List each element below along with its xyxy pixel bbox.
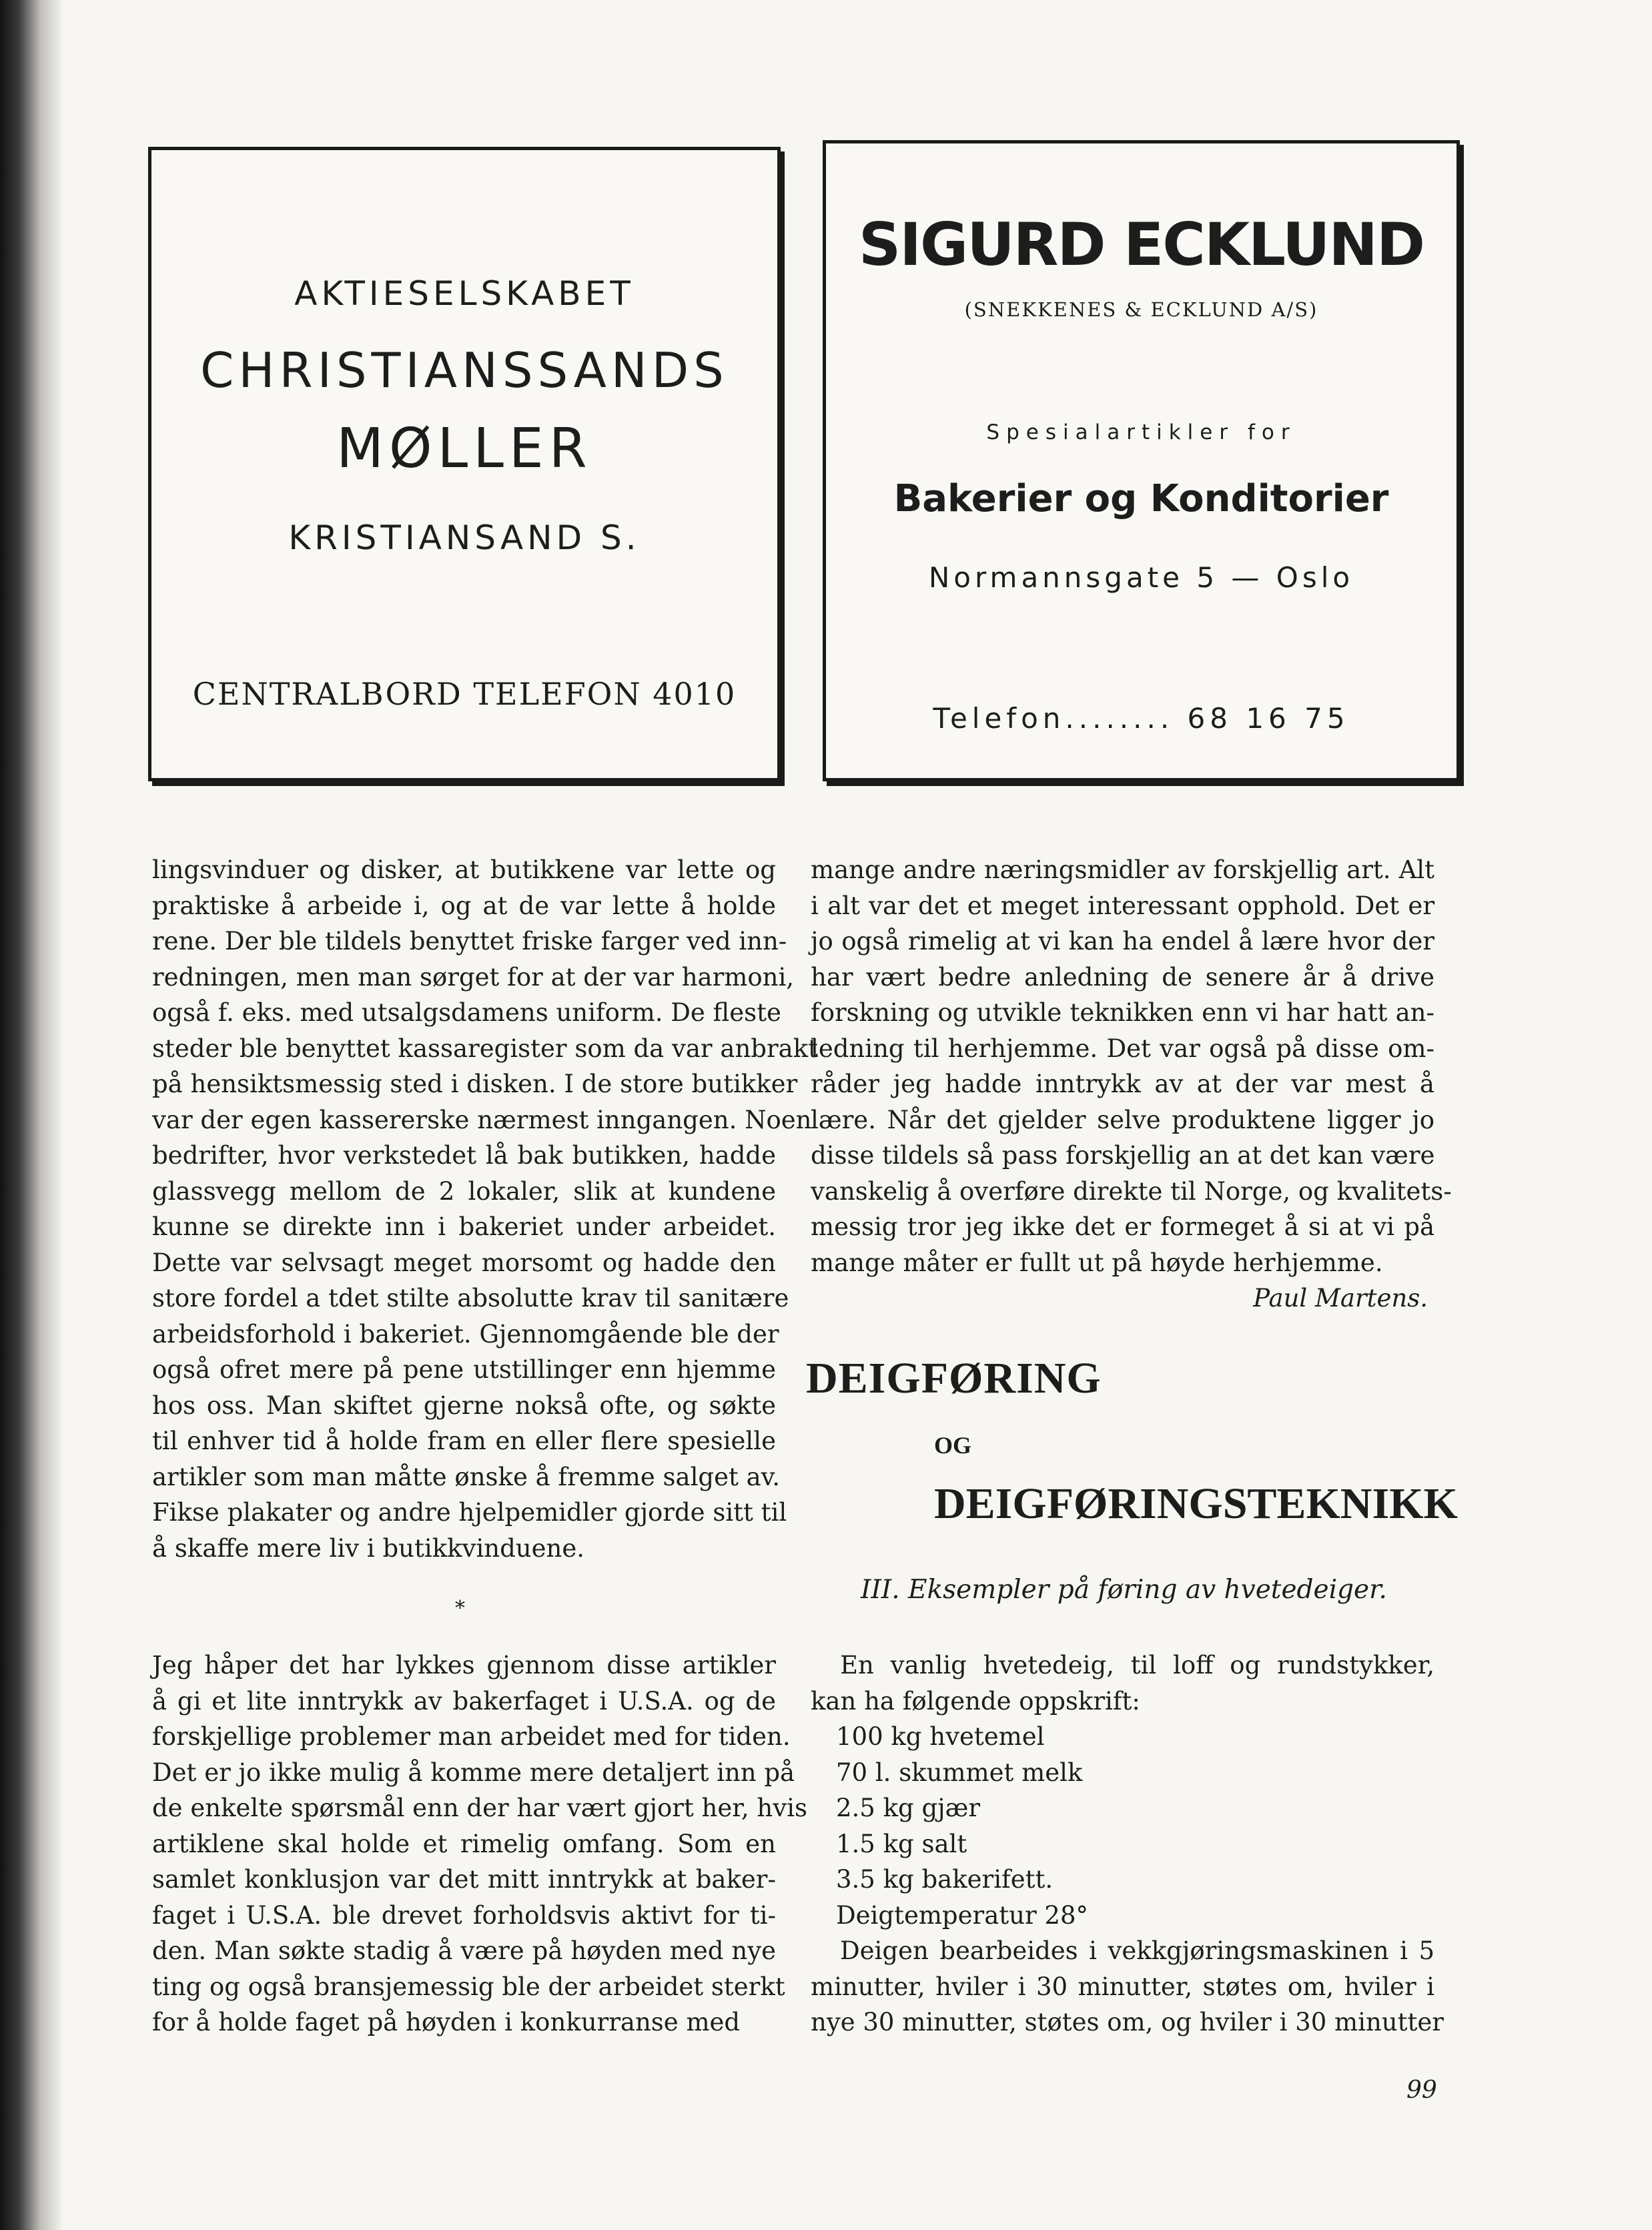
text-line: de enkelte spørsmål enn der har vært gjort her, hvis <box>152 1794 807 1822</box>
text-line: å skaffe mere liv i butikkvinduene. <box>152 1533 585 1563</box>
book-binding-shadow <box>0 0 63 2230</box>
text-line: Deigen bearbeides i vekkgjøringsmaskinen i 5 <box>840 1936 1434 1965</box>
right-column-paragraph-2 <box>811 1647 1444 2040</box>
recipe-line: 100 kg hvetemel <box>836 1722 1045 1751</box>
text-line: En vanlig hvetedeig, til loff og rundstykker, <box>840 1651 1434 1680</box>
recipe-line: 3.5 kg bakerifett. <box>836 1865 1054 1894</box>
text-line: redningen, men man sørget for at der var harmoni, <box>152 962 795 992</box>
text-line: råder jeg hadde inntrykk av at der var mest å <box>811 1070 1434 1098</box>
recipe-line: 1.5 kg salt <box>836 1829 967 1858</box>
article-heading-1: DEIGFØRING <box>806 1354 1102 1403</box>
text-line: Dette var selvsagt meget morsomt og hadde den <box>152 1248 776 1277</box>
text-line: også ofret mere på pene utstillinger enn hjemme <box>152 1355 776 1384</box>
text-line: arbeidsforhold i bakeriet. Gjennomgående ble der <box>152 1319 779 1349</box>
text-line: store fordel a tdet stilte absolutte krav til sanitære <box>152 1284 789 1313</box>
article-subheading: III. Eksempler på føring av hvetedeiger. <box>861 1575 1387 1605</box>
text-line: ledning til herhjemme. Det var også på disse om- <box>811 1034 1434 1063</box>
ad-right-company-name: SIGURD ECKLUND <box>858 210 1424 279</box>
author-signature: Paul Martens. <box>1253 1284 1428 1313</box>
text-line: Det er jo ikke mulig å komme mere detaljert inn på <box>152 1758 795 1787</box>
text-line: glassvegg mellom de 2 lokaler, slik at kundene <box>152 1176 776 1206</box>
text-line: den. Man søkte stadig å være på høyden med nye <box>152 1936 776 1965</box>
recipe-line: Deigtemperatur 28° <box>836 1900 1088 1930</box>
text-line: Jeg håper det har lykkes gjennom disse artikler <box>152 1651 776 1680</box>
text-line: å gi et lite inntrykk av bakerfaget i U.S.A. og de <box>152 1686 776 1716</box>
text-line: artikler som man måtte ønske å fremme salget av. <box>152 1462 780 1491</box>
left-column-paragraph-2 <box>152 1647 807 2040</box>
text-line: messig tror jeg ikke det er formeget å si at vi på <box>811 1212 1434 1241</box>
ad-left-company-name: CHRISTIANSSANDS <box>200 342 729 398</box>
ad-right-address: Normannsgate 5 — Oslo <box>928 561 1354 594</box>
text-line: forskjellige problemer man arbeidet med for tiden. <box>152 1722 791 1751</box>
text-line: lingsvinduer og disker, at butikkene var lette og <box>152 855 776 884</box>
ad-left-city: KRISTIANSAND S. <box>288 518 641 557</box>
ad-christianssands-moller <box>148 147 781 781</box>
ad-left-phone: CENTRALBORD TELEFON 4010 <box>192 676 737 712</box>
section-separator: * <box>455 1597 465 1620</box>
text-line: faget i U.S.A. ble drevet forholdsvis aktivt for ti- <box>152 1900 776 1930</box>
text-line: nye 30 minutter, støtes om, og hviler i 30 minutter <box>811 2008 1444 2036</box>
text-line: ting og også bransjemessig ble der arbeidet sterkt <box>152 1972 785 2001</box>
ad-left-company-name-2: MØLLER <box>336 417 592 480</box>
text-line: for å holde faget på høyden i konkurranse med <box>152 2008 741 2036</box>
text-line: disse tildels så pass forskjellig an at det kan være <box>811 1141 1435 1170</box>
text-line: hos oss. Man skiftet gjerne nokså ofte, og søkte <box>152 1391 776 1420</box>
text-line: i alt var det et meget interessant opphold. Det er <box>811 891 1434 920</box>
text-line: samlet konklusjon var det mitt inntrykk at baker- <box>152 1865 776 1894</box>
left-column-paragraph-1 <box>152 852 818 1566</box>
text-line: kan ha følgende oppskrift: <box>811 1686 1140 1716</box>
ad-left-company-type: AKTIESELSKABET <box>294 274 635 313</box>
text-line: har vært bedre anledning de senere år å drive <box>811 962 1434 992</box>
text-line: mange måter er fullt ut på høyde herhjemme. <box>811 1248 1383 1277</box>
text-line: steder ble benyttet kassaregister som da var anbrakt <box>152 1034 818 1063</box>
ad-right-specialty: Spesialartikler for <box>986 420 1296 444</box>
ad-right-subtitle: (SNEKKENES & ECKLUND A/S) <box>964 298 1318 321</box>
text-line: minutter, hviler i 30 minutter, støtes om, hviler i <box>811 1972 1434 2001</box>
recipe-line: 70 l. skummet melk <box>836 1758 1083 1787</box>
text-line: også f. eks. med utsalgsdamens uniform. De fleste <box>152 998 781 1027</box>
text-line: jo også rimelig at vi kan ha endel å lære hvor der <box>811 927 1434 956</box>
text-line: kunne se direkte inn i bakeriet under arbeidet. <box>152 1212 776 1241</box>
article-heading-2: DEIGFØRINGSTEKNIKK <box>934 1479 1458 1528</box>
text-line: forskning og utvikle teknikken enn vi har hatt an- <box>811 998 1434 1027</box>
text-line: praktiske å arbeide i, og at de var lette å holde <box>152 891 776 920</box>
text-line: lære. Når det gjelder selve produktene ligger jo <box>811 1105 1434 1134</box>
page-number: 99 <box>1406 2077 1437 2104</box>
text-line: rene. Der ble tildels benyttet friske farger ved inn- <box>152 927 787 956</box>
article-heading-og: OG <box>934 1432 972 1459</box>
ad-right-phone: Telefon........ 68 16 75 <box>933 702 1350 735</box>
text-line: mange andre næringsmidler av forskjellig art. Alt <box>811 855 1434 884</box>
text-line: til enhver tid å holde fram en eller flere spesielle <box>152 1427 776 1455</box>
text-line: vanskelig å overføre direkte til Norge, og kvalitets- <box>811 1176 1452 1206</box>
text-line: på hensiktsmessig sted i disken. I de store butikker <box>152 1070 798 1098</box>
right-column-paragraph-1 <box>811 852 1452 1317</box>
text-line: artiklene skal holde et rimelig omfang. Som en <box>152 1829 776 1858</box>
recipe-line: 2.5 kg gjær <box>836 1794 981 1822</box>
text-line: var der egen kassererske nærmest inngangen. Noen <box>152 1105 812 1134</box>
ad-sigurd-ecklund <box>823 140 1460 781</box>
text-line: Fikse plakater og andre hjelpemidler gjorde sitt til <box>152 1498 787 1527</box>
text-line: bedrifter, hvor verkstedet lå bak butikken, hadde <box>152 1141 776 1170</box>
ad-right-trade: Bakerier og Konditorier <box>893 477 1389 520</box>
